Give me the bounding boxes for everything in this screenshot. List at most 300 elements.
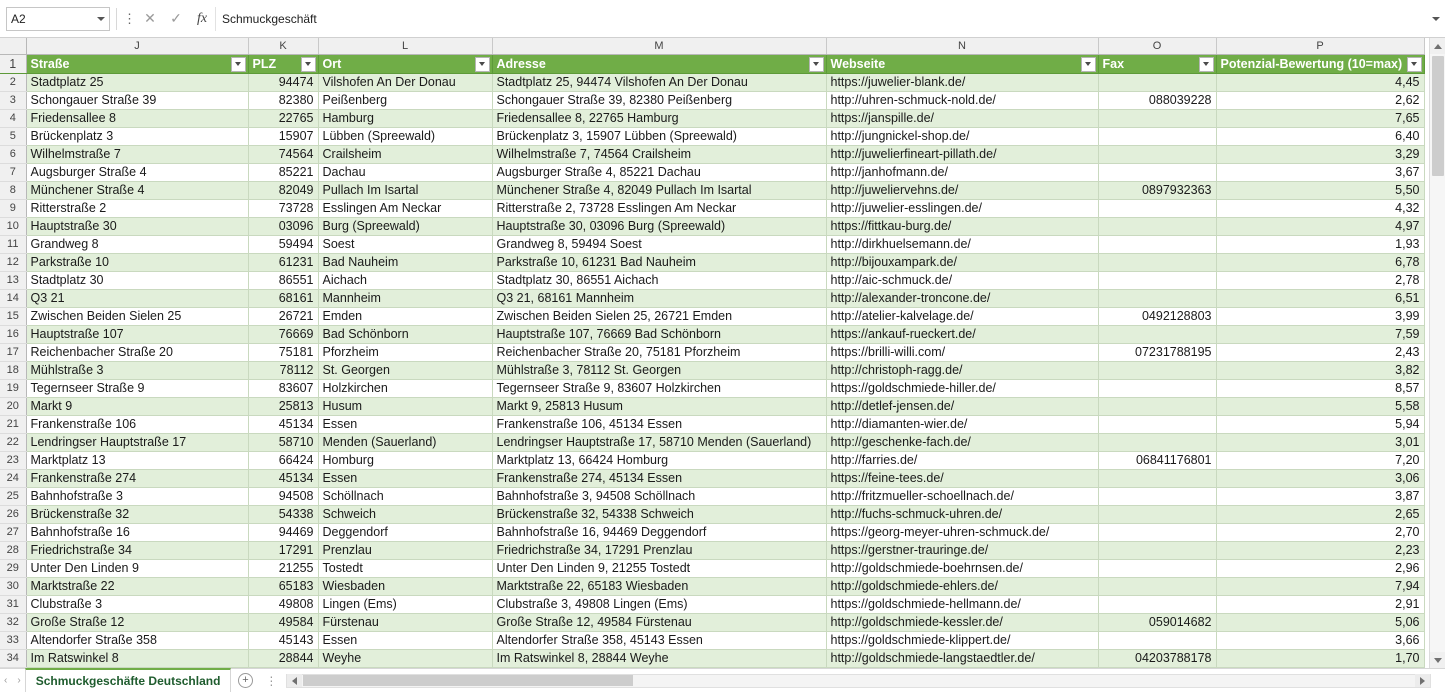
cell-plz[interactable]: 21255	[248, 559, 318, 577]
cell-adresse[interactable]: Stadtplatz 30, 86551 Aichach	[492, 271, 826, 289]
cell-plz[interactable]: 22765	[248, 109, 318, 127]
cell-strasse[interactable]: Stadtplatz 25	[26, 73, 248, 91]
cell-web[interactable]: http://juwelierfineart-pillath.de/	[826, 145, 1098, 163]
cell-adresse[interactable]: Marktstraße 22, 65183 Wiesbaden	[492, 577, 826, 595]
filter-dropdown-icon[interactable]	[1407, 57, 1422, 72]
cell-strasse[interactable]: Schongauer Straße 39	[26, 91, 248, 109]
scroll-down-icon[interactable]	[1430, 652, 1445, 668]
cell-pot[interactable]: 1,70	[1216, 649, 1424, 667]
cell-web[interactable]: http://dirkhuelsemann.de/	[826, 235, 1098, 253]
cell-pot[interactable]: 5,58	[1216, 397, 1424, 415]
cell-adresse[interactable]: Tegernseer Straße 9, 83607 Holzkirchen	[492, 379, 826, 397]
cell-fax[interactable]	[1098, 397, 1216, 415]
cell-web[interactable]: http://alexander-troncone.de/	[826, 289, 1098, 307]
grid-scroll-region[interactable]	[0, 38, 1429, 668]
table-row[interactable]	[0, 631, 1424, 649]
cell-ort[interactable]: Lingen (Ems)	[318, 595, 492, 613]
cell-web[interactable]: https://goldschmiede-hiller.de/	[826, 379, 1098, 397]
scroll-up-icon[interactable]	[1430, 38, 1445, 54]
cell-adresse[interactable]: Ritterstraße 2, 73728 Esslingen Am Neckar	[492, 199, 826, 217]
column-filter-header[interactable]	[26, 54, 248, 73]
cell-strasse[interactable]: Bahnhofstraße 3	[26, 487, 248, 505]
cell-strasse[interactable]: Tegernseer Straße 9	[26, 379, 248, 397]
cell-adresse[interactable]: Schongauer Straße 39, 82380 Peißenberg	[492, 91, 826, 109]
cell-fax[interactable]	[1098, 469, 1216, 487]
cell-pot[interactable]: 3,01	[1216, 433, 1424, 451]
cell-strasse[interactable]: Unter Den Linden 9	[26, 559, 248, 577]
cell-strasse[interactable]: Ritterstraße 2	[26, 199, 248, 217]
cell-ort[interactable]: Soest	[318, 235, 492, 253]
cell-strasse[interactable]: Bahnhofstraße 16	[26, 523, 248, 541]
cell-fax[interactable]	[1098, 217, 1216, 235]
sheet-bar-grip-icon[interactable]: ⋮	[265, 673, 279, 688]
row-header[interactable]: 23	[0, 451, 26, 469]
column-header-k[interactable]: K	[248, 38, 318, 54]
cell-plz[interactable]: 74564	[248, 145, 318, 163]
table-row[interactable]	[0, 469, 1424, 487]
cell-plz[interactable]: 61231	[248, 253, 318, 271]
cell-web[interactable]: http://juwelier-esslingen.de/	[826, 199, 1098, 217]
sheet-nav-arrows[interactable]	[0, 669, 25, 692]
cell-ort[interactable]: Vilshofen An Der Donau	[318, 73, 492, 91]
cell-plz[interactable]: 86551	[248, 271, 318, 289]
cell-plz[interactable]: 59494	[248, 235, 318, 253]
column-filter-header[interactable]	[1098, 54, 1216, 73]
cell-strasse[interactable]: Augsburger Straße 4	[26, 163, 248, 181]
cell-web[interactable]: https://janspille.de/	[826, 109, 1098, 127]
column-filter-header[interactable]	[1216, 54, 1424, 73]
cell-pot[interactable]: 7,94	[1216, 577, 1424, 595]
row-header[interactable]: 10	[0, 217, 26, 235]
cell-plz[interactable]: 28844	[248, 649, 318, 667]
cell-pot[interactable]: 5,50	[1216, 181, 1424, 199]
expand-formula-bar-icon[interactable]	[1427, 7, 1445, 31]
table-row[interactable]	[0, 199, 1424, 217]
cell-pot[interactable]: 7,59	[1216, 325, 1424, 343]
cell-web[interactable]: http://christoph-ragg.de/	[826, 361, 1098, 379]
cell-strasse[interactable]: Stadtplatz 30	[26, 271, 248, 289]
cell-adresse[interactable]: Lendringser Hauptstraße 17, 58710 Menden (Sauerland)	[492, 433, 826, 451]
cell-plz[interactable]: 45143	[248, 631, 318, 649]
cell-pot[interactable]: 6,51	[1216, 289, 1424, 307]
cell-adresse[interactable]: Mühlstraße 3, 78112 St. Georgen	[492, 361, 826, 379]
cell-ort[interactable]: Deggendorf	[318, 523, 492, 541]
cell-plz[interactable]: 26721	[248, 307, 318, 325]
cell-web[interactable]: http://fritzmueller-schoellnach.de/	[826, 487, 1098, 505]
cell-strasse[interactable]: Hauptstraße 30	[26, 217, 248, 235]
table-row[interactable]	[0, 73, 1424, 91]
cell-ort[interactable]: Aichach	[318, 271, 492, 289]
cell-plz[interactable]: 65183	[248, 577, 318, 595]
table-row[interactable]	[0, 307, 1424, 325]
cell-web[interactable]: https://juwelier-blank.de/	[826, 73, 1098, 91]
cell-adresse[interactable]: Münchener Straße 4, 82049 Pullach Im Isartal	[492, 181, 826, 199]
cell-fax[interactable]	[1098, 541, 1216, 559]
filter-dropdown-icon[interactable]	[1081, 57, 1096, 72]
cell-adresse[interactable]: Zwischen Beiden Sielen 25, 26721 Emden	[492, 307, 826, 325]
row-header[interactable]: 12	[0, 253, 26, 271]
cell-ort[interactable]: Dachau	[318, 163, 492, 181]
cell-pot[interactable]: 2,78	[1216, 271, 1424, 289]
cell-adresse[interactable]: Wilhelmstraße 7, 74564 Crailsheim	[492, 145, 826, 163]
cell-pot[interactable]: 3,66	[1216, 631, 1424, 649]
cell-pot[interactable]: 5,06	[1216, 613, 1424, 631]
cell-strasse[interactable]: Q3 21	[26, 289, 248, 307]
cell-ort[interactable]: Menden (Sauerland)	[318, 433, 492, 451]
cell-adresse[interactable]: Clubstraße 3, 49808 Lingen (Ems)	[492, 595, 826, 613]
cell-strasse[interactable]: Münchener Straße 4	[26, 181, 248, 199]
column-header-m[interactable]: M	[492, 38, 826, 54]
cell-adresse[interactable]: Unter Den Linden 9, 21255 Tostedt	[492, 559, 826, 577]
cell-pot[interactable]: 3,99	[1216, 307, 1424, 325]
cell-pot[interactable]: 7,20	[1216, 451, 1424, 469]
row-header[interactable]: 34	[0, 649, 26, 667]
cell-adresse[interactable]: Parkstraße 10, 61231 Bad Nauheim	[492, 253, 826, 271]
cell-adresse[interactable]: Augsburger Straße 4, 85221 Dachau	[492, 163, 826, 181]
more-options-icon[interactable]: ⋮	[123, 11, 137, 26]
cell-adresse[interactable]: Reichenbacher Straße 20, 75181 Pforzheim	[492, 343, 826, 361]
row-header[interactable]: 28	[0, 541, 26, 559]
confirm-icon[interactable]: ✓	[170, 10, 182, 26]
cell-adresse[interactable]: Hauptstraße 30, 03096 Burg (Spreewald)	[492, 217, 826, 235]
vertical-scrollbar[interactable]	[1429, 38, 1445, 668]
cell-strasse[interactable]: Marktstraße 22	[26, 577, 248, 595]
cell-pot[interactable]: 2,23	[1216, 541, 1424, 559]
cell-strasse[interactable]: Marktplatz 13	[26, 451, 248, 469]
cell-ort[interactable]: Weyhe	[318, 649, 492, 667]
cell-pot[interactable]: 2,65	[1216, 505, 1424, 523]
cell-plz[interactable]: 54338	[248, 505, 318, 523]
cell-fax[interactable]	[1098, 163, 1216, 181]
column-header-j[interactable]: J	[26, 38, 248, 54]
table-row[interactable]	[0, 415, 1424, 433]
cell-web[interactable]: http://farries.de/	[826, 451, 1098, 469]
row-header[interactable]: 24	[0, 469, 26, 487]
cell-ort[interactable]: Holzkirchen	[318, 379, 492, 397]
cell-fax[interactable]	[1098, 361, 1216, 379]
cell-fax[interactable]: 0897932363	[1098, 181, 1216, 199]
cell-strasse[interactable]: Parkstraße 10	[26, 253, 248, 271]
cell-pot[interactable]: 5,94	[1216, 415, 1424, 433]
cell-plz[interactable]: 82380	[248, 91, 318, 109]
cell-adresse[interactable]: Grandweg 8, 59494 Soest	[492, 235, 826, 253]
table-row[interactable]	[0, 433, 1424, 451]
cell-ort[interactable]: Wiesbaden	[318, 577, 492, 595]
cell-plz[interactable]: 45134	[248, 415, 318, 433]
cell-fax[interactable]	[1098, 415, 1216, 433]
cell-ort[interactable]: Fürstenau	[318, 613, 492, 631]
cell-fax[interactable]	[1098, 631, 1216, 649]
cell-pot[interactable]: 4,45	[1216, 73, 1424, 91]
cell-pot[interactable]: 8,57	[1216, 379, 1424, 397]
cell-ort[interactable]: Burg (Spreewald)	[318, 217, 492, 235]
cell-strasse[interactable]: Zwischen Beiden Sielen 25	[26, 307, 248, 325]
row-header[interactable]: 14	[0, 289, 26, 307]
cell-ort[interactable]: Pullach Im Isartal	[318, 181, 492, 199]
table-row[interactable]	[0, 523, 1424, 541]
table-row[interactable]	[0, 487, 1424, 505]
cell-strasse[interactable]: Friedensallee 8	[26, 109, 248, 127]
cell-adresse[interactable]: Brückenstraße 32, 54338 Schweich	[492, 505, 826, 523]
horizontal-scrollbar[interactable]	[286, 674, 1431, 688]
cell-ort[interactable]: Mannheim	[318, 289, 492, 307]
scroll-left-icon[interactable]	[287, 674, 302, 687]
cell-web[interactable]: http://goldschmiede-ehlers.de/	[826, 577, 1098, 595]
cell-fax[interactable]	[1098, 505, 1216, 523]
table-row[interactable]	[0, 163, 1424, 181]
cell-plz[interactable]: 58710	[248, 433, 318, 451]
row-header[interactable]: 8	[0, 181, 26, 199]
cell-strasse[interactable]: Hauptstraße 107	[26, 325, 248, 343]
row-header[interactable]: 9	[0, 199, 26, 217]
cell-fax[interactable]	[1098, 271, 1216, 289]
cell-fax[interactable]	[1098, 325, 1216, 343]
cell-ort[interactable]: Essen	[318, 415, 492, 433]
cell-web[interactable]: http://aic-schmuck.de/	[826, 271, 1098, 289]
cell-strasse[interactable]: Frankenstraße 274	[26, 469, 248, 487]
cell-plz[interactable]: 82049	[248, 181, 318, 199]
cell-pot[interactable]: 6,40	[1216, 127, 1424, 145]
cell-strasse[interactable]: Brückenplatz 3	[26, 127, 248, 145]
cell-strasse[interactable]: Im Ratswinkel 8	[26, 649, 248, 667]
cell-strasse[interactable]: Wilhelmstraße 7	[26, 145, 248, 163]
table-row[interactable]	[0, 325, 1424, 343]
row-header[interactable]: 21	[0, 415, 26, 433]
cell-ort[interactable]: Peißenberg	[318, 91, 492, 109]
cell-fax[interactable]	[1098, 199, 1216, 217]
cell-web[interactable]: https://gerstner-trauringe.de/	[826, 541, 1098, 559]
cell-plz[interactable]: 66424	[248, 451, 318, 469]
cell-web[interactable]: http://goldschmiede-kessler.de/	[826, 613, 1098, 631]
cell-web[interactable]: https://goldschmiede-hellmann.de/	[826, 595, 1098, 613]
cell-plz[interactable]: 45134	[248, 469, 318, 487]
cell-plz[interactable]: 83607	[248, 379, 318, 397]
cell-web[interactable]: https://ankauf-rueckert.de/	[826, 325, 1098, 343]
row-header[interactable]: 32	[0, 613, 26, 631]
row-header[interactable]: 33	[0, 631, 26, 649]
cell-pot[interactable]: 3,29	[1216, 145, 1424, 163]
cell-ort[interactable]: Tostedt	[318, 559, 492, 577]
row-header[interactable]: 6	[0, 145, 26, 163]
cell-web[interactable]: https://feine-tees.de/	[826, 469, 1098, 487]
cell-ort[interactable]: Essen	[318, 631, 492, 649]
cell-strasse[interactable]: Altendorfer Straße 358	[26, 631, 248, 649]
cell-pot[interactable]: 7,65	[1216, 109, 1424, 127]
row-header[interactable]: 1	[0, 54, 26, 73]
cell-web[interactable]: http://fuchs-schmuck-uhren.de/	[826, 505, 1098, 523]
cell-web[interactable]: http://geschenke-fach.de/	[826, 433, 1098, 451]
cell-fax[interactable]: 07231788195	[1098, 343, 1216, 361]
table-row[interactable]	[0, 109, 1424, 127]
table-row[interactable]	[0, 613, 1424, 631]
table-row[interactable]	[0, 397, 1424, 415]
cell-fax[interactable]	[1098, 253, 1216, 271]
row-header[interactable]: 22	[0, 433, 26, 451]
cell-plz[interactable]: 94474	[248, 73, 318, 91]
table-row[interactable]	[0, 253, 1424, 271]
cell-ort[interactable]: Esslingen Am Neckar	[318, 199, 492, 217]
cell-strasse[interactable]: Lendringser Hauptstraße 17	[26, 433, 248, 451]
filter-dropdown-icon[interactable]	[475, 57, 490, 72]
cell-adresse[interactable]: Marktplatz 13, 66424 Homburg	[492, 451, 826, 469]
cell-fax[interactable]: 06841176801	[1098, 451, 1216, 469]
cell-pot[interactable]: 6,78	[1216, 253, 1424, 271]
row-header[interactable]: 18	[0, 361, 26, 379]
row-header[interactable]: 19	[0, 379, 26, 397]
sheet-tab-schmuckgeschaefte[interactable]: Schmuckgeschäfte Deutschland	[25, 668, 232, 692]
table-row[interactable]	[0, 271, 1424, 289]
table-row[interactable]	[0, 595, 1424, 613]
cell-plz[interactable]: 76669	[248, 325, 318, 343]
cell-ort[interactable]: Lübben (Spreewald)	[318, 127, 492, 145]
cell-plz[interactable]: 15907	[248, 127, 318, 145]
table-row[interactable]	[0, 289, 1424, 307]
cell-plz[interactable]: 25813	[248, 397, 318, 415]
cell-fax[interactable]	[1098, 289, 1216, 307]
row-header[interactable]: 11	[0, 235, 26, 253]
cell-plz[interactable]: 94508	[248, 487, 318, 505]
formula-input[interactable]: Schmuckgeschäft	[215, 7, 1427, 31]
row-header[interactable]: 4	[0, 109, 26, 127]
cell-adresse[interactable]: Frankenstraße 106, 45134 Essen	[492, 415, 826, 433]
row-header[interactable]: 2	[0, 73, 26, 91]
cell-strasse[interactable]: Grandweg 8	[26, 235, 248, 253]
cell-fax[interactable]	[1098, 487, 1216, 505]
scroll-right-icon[interactable]	[1415, 674, 1430, 687]
cell-adresse[interactable]: Im Ratswinkel 8, 28844 Weyhe	[492, 649, 826, 667]
cell-fax[interactable]	[1098, 379, 1216, 397]
cell-pot[interactable]: 1,93	[1216, 235, 1424, 253]
row-header[interactable]: 29	[0, 559, 26, 577]
row-header[interactable]: 15	[0, 307, 26, 325]
column-filter-header[interactable]	[826, 54, 1098, 73]
column-header-n[interactable]: N	[826, 38, 1098, 54]
cell-pot[interactable]: 2,62	[1216, 91, 1424, 109]
cell-strasse[interactable]: Friedrichstraße 34	[26, 541, 248, 559]
row-header[interactable]: 7	[0, 163, 26, 181]
cell-plz[interactable]: 03096	[248, 217, 318, 235]
cell-web[interactable]: https://goldschmiede-klippert.de/	[826, 631, 1098, 649]
cell-fax[interactable]: 04203788178	[1098, 649, 1216, 667]
table-row[interactable]	[0, 145, 1424, 163]
cell-fax[interactable]: 088039228	[1098, 91, 1216, 109]
cell-adresse[interactable]: Markt 9, 25813 Husum	[492, 397, 826, 415]
filter-dropdown-icon[interactable]	[231, 57, 246, 72]
column-header-l[interactable]: L	[318, 38, 492, 54]
column-filter-header[interactable]	[318, 54, 492, 73]
insert-function-icon[interactable]: fx	[196, 10, 208, 26]
cell-strasse[interactable]: Clubstraße 3	[26, 595, 248, 613]
cell-plz[interactable]: 94469	[248, 523, 318, 541]
horizontal-scroll-thumb[interactable]	[303, 675, 633, 686]
cell-strasse[interactable]: Große Straße 12	[26, 613, 248, 631]
cell-adresse[interactable]: Hauptstraße 107, 76669 Bad Schönborn	[492, 325, 826, 343]
filter-dropdown-icon[interactable]	[809, 57, 824, 72]
cell-ort[interactable]: Crailsheim	[318, 145, 492, 163]
cell-web[interactable]: http://janhofmann.de/	[826, 163, 1098, 181]
cell-web[interactable]: http://bijouxampark.de/	[826, 253, 1098, 271]
cell-pot[interactable]: 2,70	[1216, 523, 1424, 541]
cell-web[interactable]: http://atelier-kalvelage.de/	[826, 307, 1098, 325]
cancel-icon[interactable]: ✕	[144, 10, 156, 26]
cell-fax[interactable]	[1098, 433, 1216, 451]
cell-ort[interactable]: Homburg	[318, 451, 492, 469]
cell-web[interactable]: https://fittkau-burg.de/	[826, 217, 1098, 235]
cell-plz[interactable]: 75181	[248, 343, 318, 361]
row-header[interactable]: 13	[0, 271, 26, 289]
cell-adresse[interactable]: Friedrichstraße 34, 17291 Prenzlau	[492, 541, 826, 559]
table-row[interactable]	[0, 217, 1424, 235]
table-row[interactable]	[0, 559, 1424, 577]
row-header[interactable]: 30	[0, 577, 26, 595]
column-header-p[interactable]: P	[1216, 38, 1424, 54]
cell-pot[interactable]: 2,91	[1216, 595, 1424, 613]
cell-strasse[interactable]: Mühlstraße 3	[26, 361, 248, 379]
column-header-o[interactable]: O	[1098, 38, 1216, 54]
filter-dropdown-icon[interactable]	[1199, 57, 1214, 72]
cell-ort[interactable]: Essen	[318, 469, 492, 487]
cell-pot[interactable]: 3,82	[1216, 361, 1424, 379]
row-header[interactable]: 5	[0, 127, 26, 145]
row-header[interactable]: 31	[0, 595, 26, 613]
cell-web[interactable]: http://diamanten-wier.de/	[826, 415, 1098, 433]
cell-fax[interactable]	[1098, 523, 1216, 541]
cell-ort[interactable]: St. Georgen	[318, 361, 492, 379]
row-header[interactable]: 17	[0, 343, 26, 361]
cell-plz[interactable]: 49584	[248, 613, 318, 631]
row-header[interactable]: 16	[0, 325, 26, 343]
table-row[interactable]	[0, 577, 1424, 595]
cell-strasse[interactable]: Markt 9	[26, 397, 248, 415]
row-header[interactable]: 25	[0, 487, 26, 505]
cell-plz[interactable]: 73728	[248, 199, 318, 217]
cell-fax[interactable]	[1098, 145, 1216, 163]
cell-pot[interactable]: 3,67	[1216, 163, 1424, 181]
cell-web[interactable]: https://georg-meyer-uhren-schmuck.de/	[826, 523, 1098, 541]
cell-strasse[interactable]: Frankenstraße 106	[26, 415, 248, 433]
cell-adresse[interactable]: Altendorfer Straße 358, 45143 Essen	[492, 631, 826, 649]
cell-fax[interactable]	[1098, 559, 1216, 577]
row-header[interactable]: 26	[0, 505, 26, 523]
cell-web[interactable]: http://juweliervehns.de/	[826, 181, 1098, 199]
cell-adresse[interactable]: Frankenstraße 274, 45134 Essen	[492, 469, 826, 487]
cell-fax[interactable]	[1098, 577, 1216, 595]
vertical-scroll-thumb[interactable]	[1432, 56, 1444, 176]
cell-fax[interactable]	[1098, 109, 1216, 127]
cell-plz[interactable]: 49808	[248, 595, 318, 613]
select-all-corner[interactable]	[0, 38, 26, 54]
cell-ort[interactable]: Husum	[318, 397, 492, 415]
cell-fax[interactable]	[1098, 235, 1216, 253]
cell-plz[interactable]: 17291	[248, 541, 318, 559]
cell-web[interactable]: http://uhren-schmuck-nold.de/	[826, 91, 1098, 109]
cell-fax[interactable]: 059014682	[1098, 613, 1216, 631]
cell-adresse[interactable]: Friedensallee 8, 22765 Hamburg	[492, 109, 826, 127]
cell-fax[interactable]	[1098, 73, 1216, 91]
cell-pot[interactable]: 4,97	[1216, 217, 1424, 235]
cell-adresse[interactable]: Brückenplatz 3, 15907 Lübben (Spreewald)	[492, 127, 826, 145]
add-sheet-button[interactable]	[231, 669, 259, 692]
table-row[interactable]	[0, 541, 1424, 559]
cell-ort[interactable]: Prenzlau	[318, 541, 492, 559]
cell-adresse[interactable]: Q3 21, 68161 Mannheim	[492, 289, 826, 307]
cell-plz[interactable]: 78112	[248, 361, 318, 379]
table-row[interactable]	[0, 505, 1424, 523]
cell-pot[interactable]: 3,06	[1216, 469, 1424, 487]
cell-fax[interactable]: 0492128803	[1098, 307, 1216, 325]
table-row[interactable]	[0, 379, 1424, 397]
filter-dropdown-icon[interactable]	[301, 57, 316, 72]
